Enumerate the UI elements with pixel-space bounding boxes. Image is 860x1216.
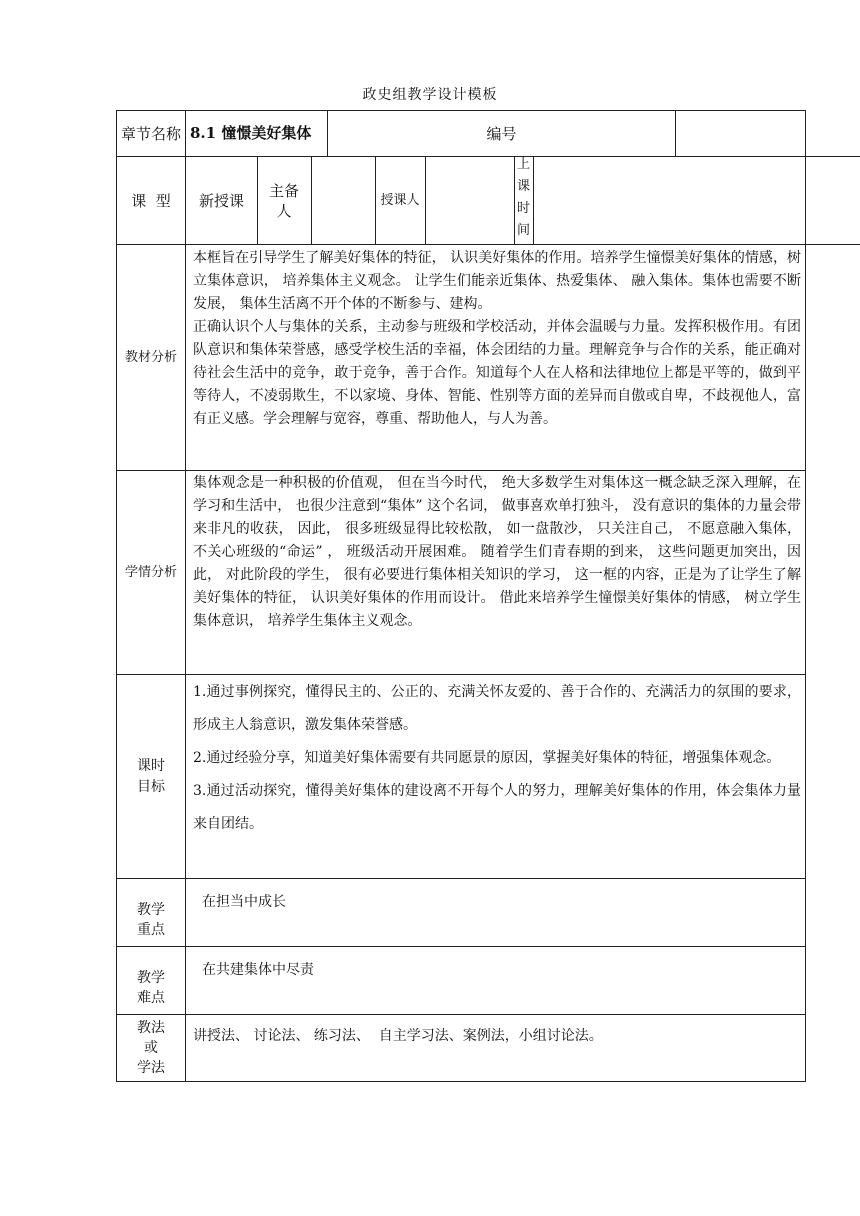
key-point-text: 在担当中成长 xyxy=(202,894,286,910)
course-type-label: 课 型 xyxy=(131,191,171,210)
course-type-value: 新授课 xyxy=(198,191,244,210)
key-point-label-line: 重点 xyxy=(137,921,165,938)
methods-label xyxy=(117,1015,185,1081)
table-border xyxy=(185,110,186,1082)
textbook-analysis-paragraph: 正确认识个人与集体的关系，主动参与班级和学校活动，并体会温暖与力量。发挥积极作用。有团队意识和集体荣誉感，感受学校生活的幸福，体会团结的力量。理解竞争与合作的关系，能正确对待社会生活中的竞争，敢于竞争，善于合作。知道每个人在人格和法律地位上都是平等的，做到平等待人，不凌弱欺生，不以家境、身体、智能、性别等方面的差异而自傲或自卑，不歧视他人，富有正义感。学会理解与宽容，尊重、帮助他人，与人为善。 xyxy=(193,319,801,427)
difficulty-label xyxy=(117,947,185,1014)
objectives-label xyxy=(117,675,185,878)
student-analysis-label: 学情分析 xyxy=(124,564,177,580)
textbook-analysis-text xyxy=(193,247,801,431)
teacher-value xyxy=(426,157,514,244)
textbook-analysis-label: 教材分析 xyxy=(124,349,177,365)
objectives-list xyxy=(193,676,801,841)
methods-label-line: 学法 xyxy=(137,1060,165,1076)
lesson-plan-table xyxy=(116,110,860,1082)
teacher-label: 授课人 xyxy=(380,192,420,208)
methods-label-line: 教法 xyxy=(137,1020,165,1036)
table-border xyxy=(257,156,258,244)
objectives-label-line: 课时 xyxy=(137,757,165,774)
objective-item: 2.通过经验分享，知道美好集体需要有共同愿景的原因，掌握美好集体的特征，增强集体观念。 xyxy=(193,750,781,766)
table-border xyxy=(116,946,806,947)
number-label: 编号 xyxy=(486,124,517,143)
objective-item: 3.通过活动探究，懂得美好集体的建设离不开每个人的努力，理解美好集体的作用，体会集体力量来自团结。 xyxy=(193,783,801,832)
difficulty-text: 在共建集体中尽责 xyxy=(202,962,314,978)
table-border xyxy=(116,244,860,245)
table-border xyxy=(116,1014,806,1015)
methods-text: 讲授法、 讨论法、 练习法、 自主学习法、案例法，小组讨论法。 xyxy=(193,1028,603,1044)
class-time-value xyxy=(534,157,805,244)
table-border xyxy=(375,156,376,244)
class-time-label: 上课时间 xyxy=(516,157,530,238)
student-analysis-text: 集体观念是一种积极的价值观， 但在当今时代， 绝大多数学生对集体这一概念缺乏深入理解，在学习和生活中， 也很少注意到“集体” 这个名词， 做事喜欢单打独斗， 没有意识的集体的力量会带来非凡的收获， 因此， 很多班级显得比较松散， 如一盘散沙， 只关注自己， 不愿意融入集体，不关心班级的“命运” ， 班级活动开展困难。 随着学生们青春期的到来， 这些问题更加突出，因此， 对此阶段的学生， 很有必要进行集体相关知识的学习， 这一框的内容，正是为了让学生了解美好集体的特征， 认识美好集体的作用而设计。 借此来培养学生憧憬美好集体的情感， 树立学生集体意识， 培养学生集体主义观念。 xyxy=(193,475,801,629)
chapter-value: 8.1 憧憬美好集体 xyxy=(190,124,312,142)
difficulty-label-line: 难点 xyxy=(137,989,165,1006)
preparer-label: 主备人 xyxy=(268,181,299,220)
table-border xyxy=(514,156,515,244)
table-border xyxy=(805,110,806,1082)
table-border xyxy=(116,470,806,471)
table-border xyxy=(116,674,806,675)
key-point-label-line: 教学 xyxy=(137,901,165,918)
key-point-label xyxy=(117,879,185,946)
objectives-label-line: 目标 xyxy=(137,778,165,795)
difficulty-label-line: 教学 xyxy=(137,969,165,986)
objective-item: 1.通过事例探究，懂得民主的、公正的、充满关怀友爱的、善于合作的、充满活力的氛围的要求，形成主人翁意识，激发集体荣誉感。 xyxy=(193,684,801,733)
methods-label-line: 或 xyxy=(144,1040,158,1056)
preparer-value xyxy=(312,157,375,244)
table-border xyxy=(116,878,806,879)
table-border xyxy=(116,1081,806,1082)
textbook-analysis-paragraph: 本框旨在引导学生了解美好集体的特征， 认识美好集体的作用。培养学生憧憬美好集体的情感，树立集体意识， 培养集体主义观念。 让学生们能亲近集体、热爱集体、 融入集体。集体也需要不断发展， 集体生活离不开个体的不断参与、建构。 xyxy=(193,250,801,312)
number-value xyxy=(676,111,805,156)
page-title: 政史组教学设计模板 xyxy=(362,87,498,103)
chapter-label: 章节名称 xyxy=(120,124,181,143)
